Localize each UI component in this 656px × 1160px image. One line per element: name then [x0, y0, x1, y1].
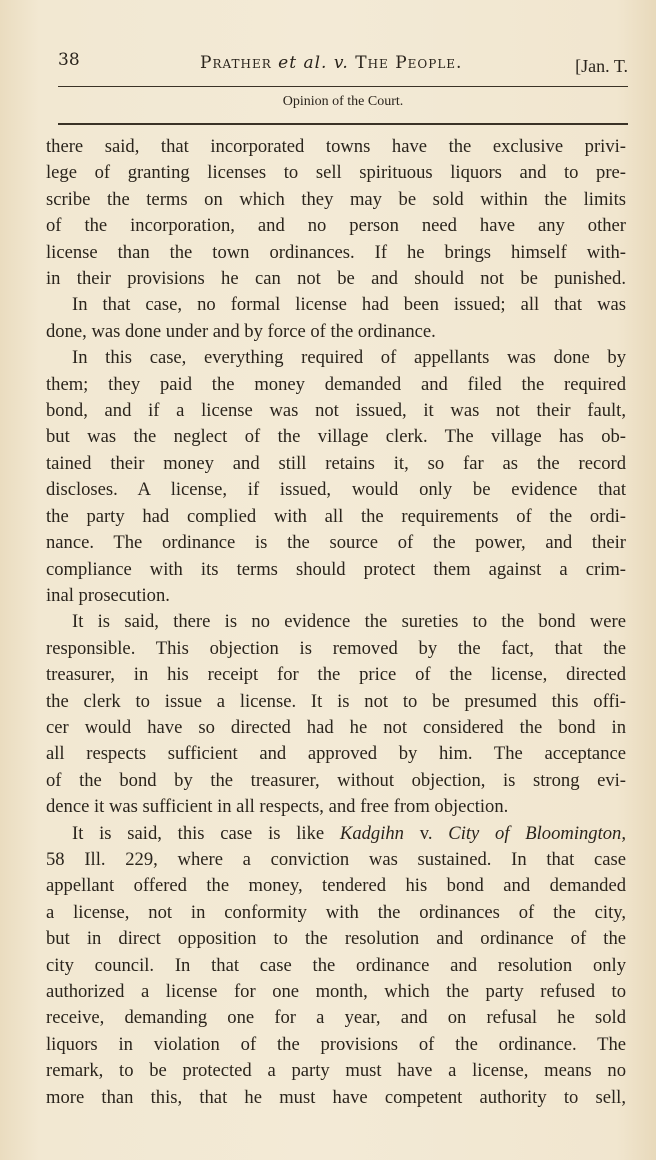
text-line: license than the town ordinances. If he brings himself with- — [46, 241, 626, 263]
text-line: discloses. A license, if issued, would only be evidence that — [46, 479, 626, 501]
text-line: of the incorporation, and no person need have any other — [46, 215, 626, 237]
text-line: but was the neglect of the village clerk. The village has ob- — [46, 426, 626, 448]
text-line: 58 Ill. 229, where a conviction was sustained. In that case — [46, 848, 626, 870]
text-line: a license, not in conformity with the ordinances of the city, — [46, 901, 626, 923]
case-title — [200, 53, 462, 73]
text-line: treasurer, in his receipt for the price of the license, directed — [46, 664, 626, 686]
running-header — [58, 46, 628, 86]
cited-case-party-1: Kadgihn — [339, 822, 404, 844]
case-party-2: The People. — [355, 53, 463, 73]
text-line: the clerk to issue a license. It is not to be presumed this offi- — [46, 690, 626, 712]
section-label: Opinion of the Court. — [282, 94, 404, 109]
text-line: appellant offered the money, tendered his bond and demanded — [46, 875, 626, 897]
text-line: bond, and if a license was not issued, it was not their fault, — [46, 400, 626, 422]
text-line: dence it was sufficient in all respects, and free from objection. — [46, 796, 509, 818]
text-line: tained their money and still retains it, so far as the record — [46, 452, 626, 474]
text-line: nance. The ordinance is the source of the power, and their — [46, 532, 626, 554]
text-segment: v. — [419, 822, 433, 844]
text-line: city council. In that case the ordinance and resolution only — [46, 954, 626, 976]
cited-case-party-2: City of Bloomington, — [448, 822, 627, 844]
text-line: compliance with its terms should protect them against a crim- — [46, 558, 626, 580]
text-line: receive, demanding one for a year, and on refusal he sold — [46, 1007, 626, 1029]
text-line: In this case, everything required of appellants was done by — [72, 347, 626, 369]
text-line: of the bond by the treasurer, without objection, is strong evi- — [46, 769, 626, 791]
text-line-citation — [46, 821, 626, 847]
text-line: all respects sufficient and approved by him. The acceptance — [46, 743, 626, 765]
text-line: in their provisions he can not be and should not be punished. — [46, 268, 626, 290]
header-rule — [58, 86, 628, 87]
text-segment: It is said, this case is like — [72, 822, 325, 844]
section-rule — [58, 123, 628, 125]
case-party-1: Prather — [200, 53, 272, 73]
page-number: 38 — [58, 50, 80, 70]
opinion-text — [46, 134, 626, 1111]
text-line: cer would have so directed had he not considered the bond in — [46, 716, 626, 738]
case-etal: et al. — [278, 53, 328, 73]
text-line: there said, that incorporated towns have the exclusive privi- — [46, 136, 626, 157]
text-line: liquors in violation of the provisions of the ordinance. The — [46, 1033, 626, 1055]
term-label: [Jan. T. — [575, 56, 628, 76]
text-line: responsible. This objection is removed by the fact, that the — [46, 637, 626, 659]
text-line: It is said, there is no evidence the sureties to the bond were — [72, 611, 626, 633]
text-line: but in direct opposition to the resolution and ordinance of the — [46, 928, 626, 950]
text-line: In that case, no formal license had been issued; all that was — [72, 294, 626, 316]
case-versus: v. — [333, 53, 349, 73]
text-line: inal prosecution. — [46, 584, 170, 606]
text-line: the party had complied with all the requirements of the ordi- — [46, 505, 626, 527]
text-line: scribe the terms on which they may be sold within the limits — [46, 188, 626, 210]
text-line: authorized a license for one month, which the party refused to — [46, 981, 626, 1002]
text-line: more than this, that he must have competent authority to sell, — [46, 1086, 626, 1108]
text-line: lege of granting licenses to sell spirituous liquors and to pre- — [46, 162, 626, 184]
text-line: remark, to be protected a party must have a license, means no — [46, 1060, 626, 1082]
text-line: done, was done under and by force of the ordinance. — [46, 320, 436, 342]
text-line: them; they paid the money demanded and filed the required — [46, 373, 626, 395]
